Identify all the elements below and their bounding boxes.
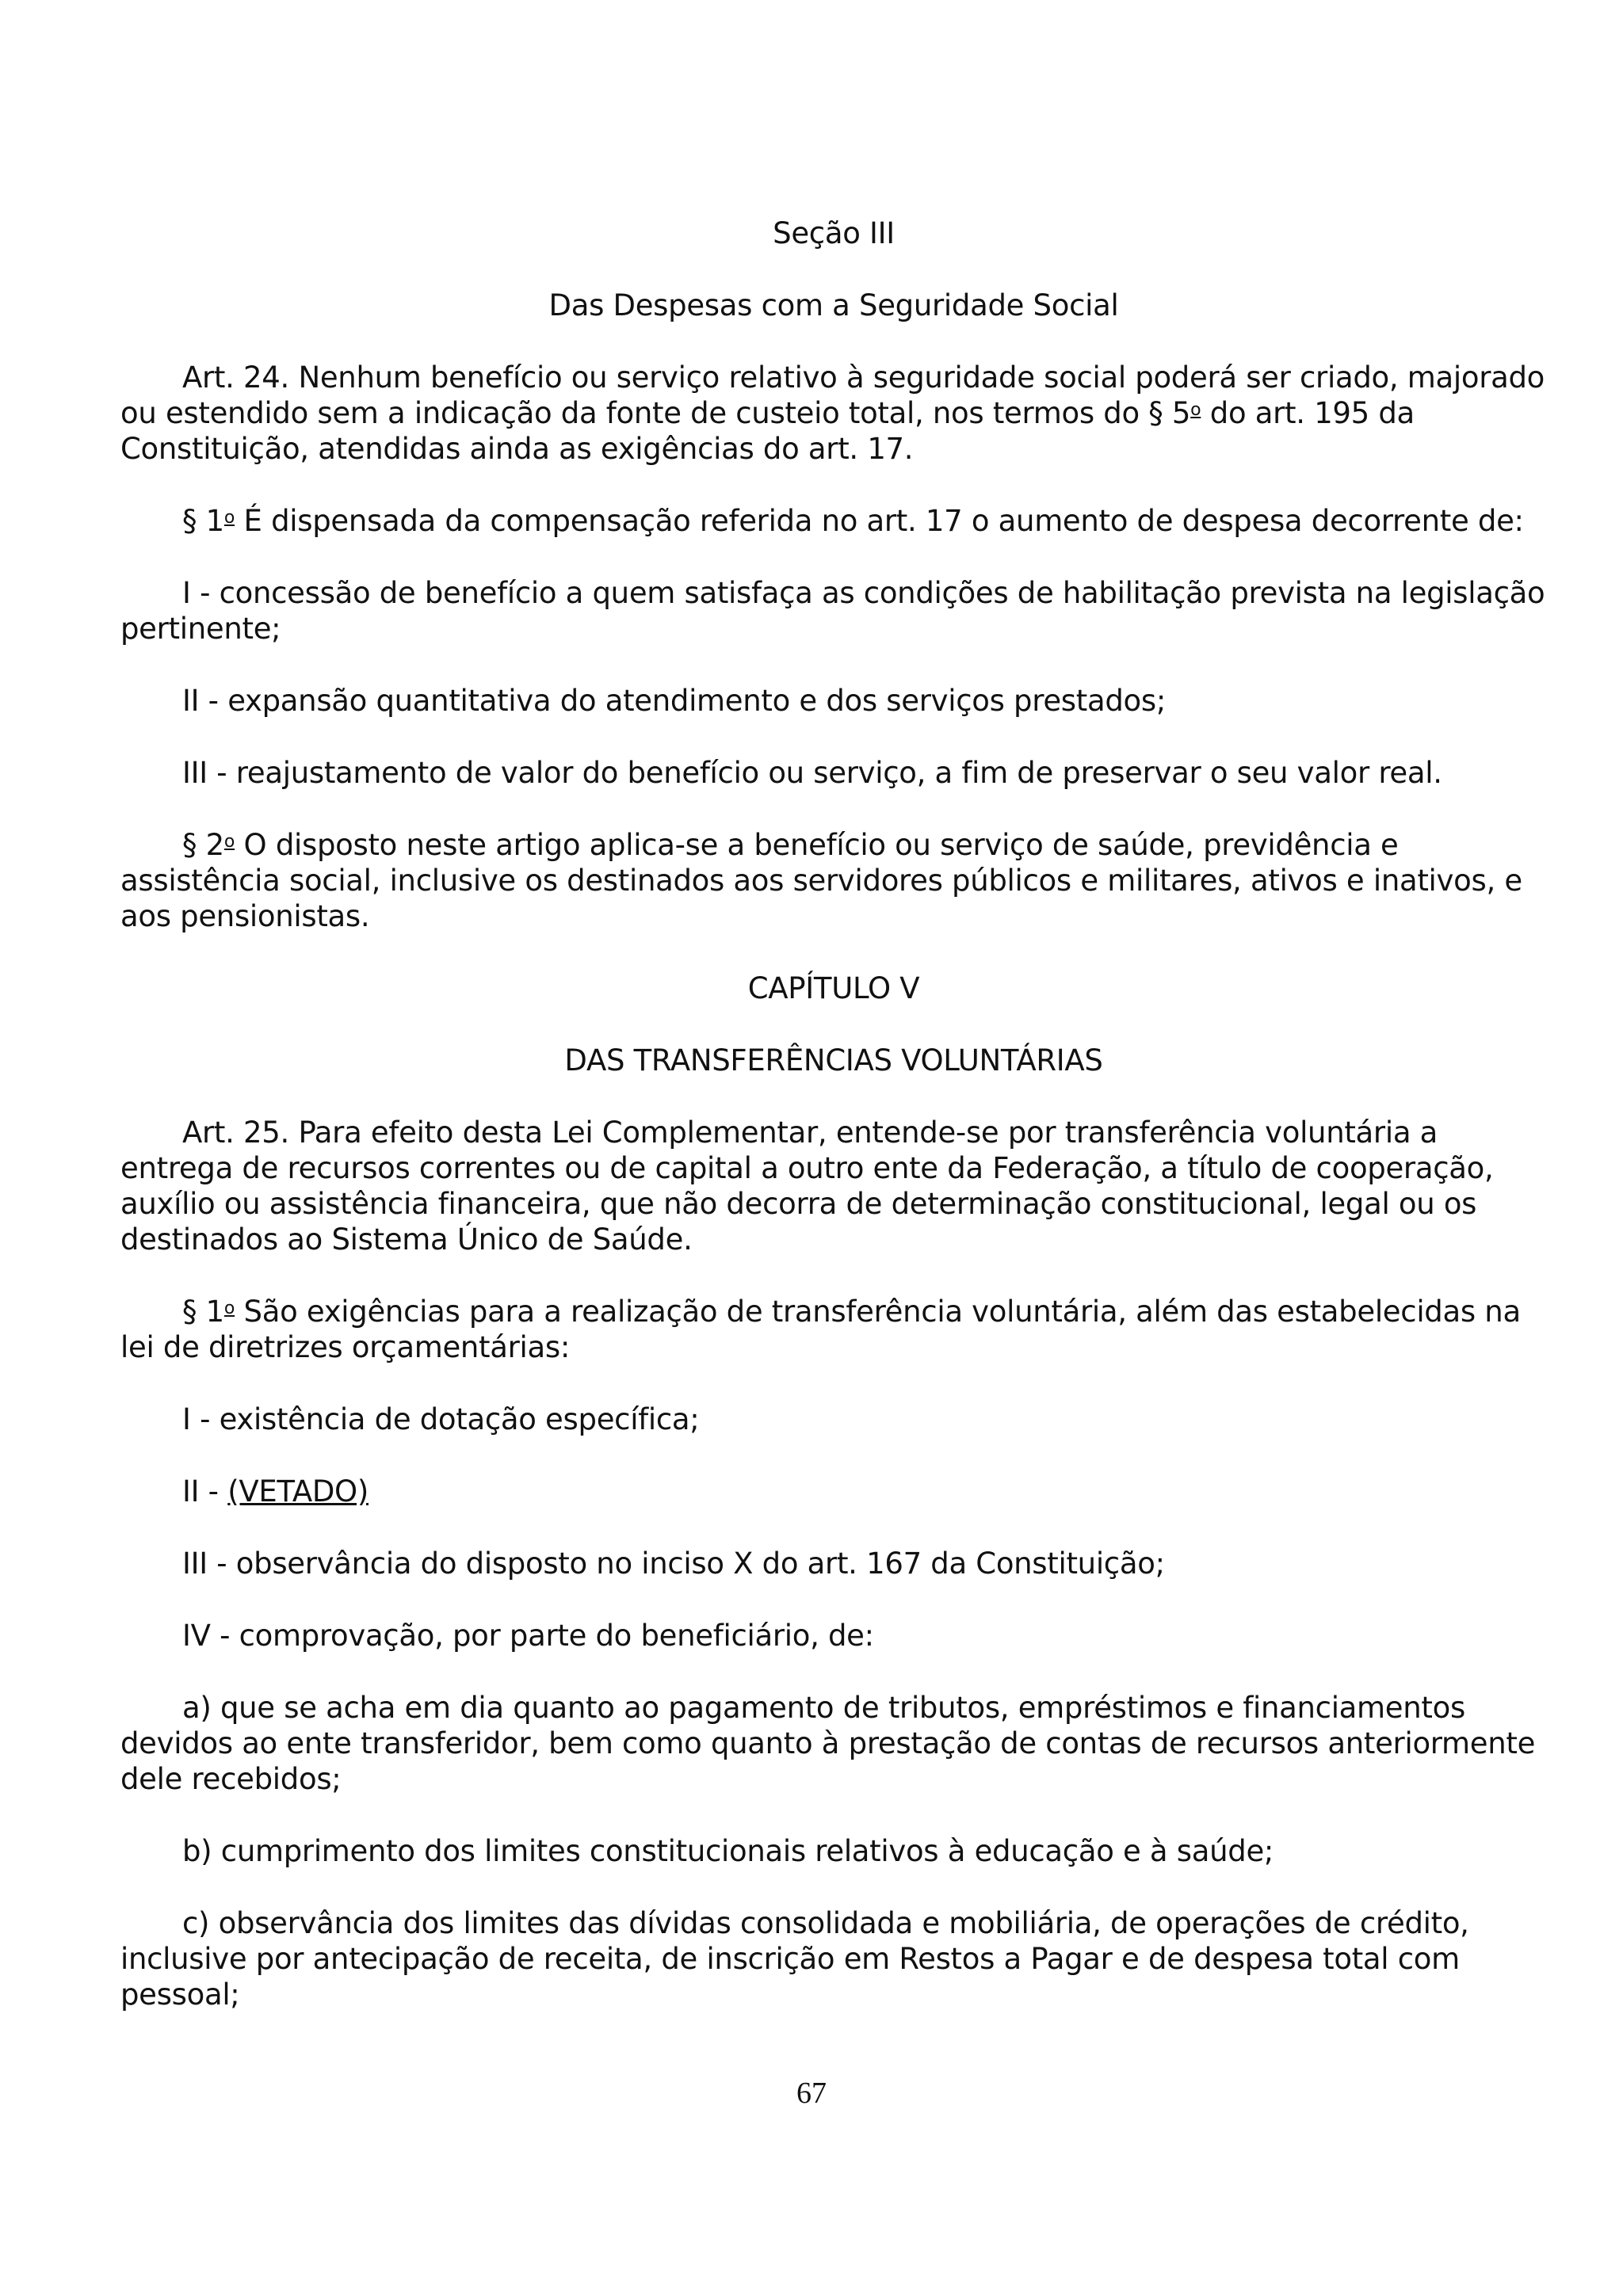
chapter-title: DAS TRANSFERÊNCIAS VOLUNTÁRIAS bbox=[564, 1043, 1103, 1077]
section-title: Das Despesas com a Seguridade Social bbox=[548, 288, 1119, 322]
paragraph-symbol: § 2 bbox=[182, 828, 224, 862]
art24-p2-text: O disposto neste artigo aplica-se a benefício ou serviço de saúde, previdência e assistência social, inclusive os destinados aos servidores públicos e militares, ativos e inativos, e aos pensionistas. bbox=[120, 828, 1522, 933]
art24-paragraph-2 bbox=[120, 827, 1547, 934]
ordinal-mark: o bbox=[1190, 400, 1201, 420]
art25-caput: Art. 25. Para efeito desta Lei Complementar, entende-se por transferência voluntária a entrega de recursos correntes ou de capital a outro ente da Federação, a título de cooperação, auxílio ou assistência financeira, que não decorra de determinação constitucional, legal ou os destinados ao Sistema Único de Saúde. bbox=[120, 1116, 1494, 1257]
art24-caput bbox=[120, 360, 1547, 467]
page-number: 67 bbox=[796, 2077, 827, 2110]
art25-paragraph-1 bbox=[120, 1294, 1547, 1365]
art25-p1-text: São exigências para a realização de transferência voluntária, além das estabelecidas na lei de diretrizes orçamentárias: bbox=[120, 1295, 1521, 1364]
art25-alinea-b: b) cumprimento dos limites constitucionais relativos à educação e à saúde; bbox=[182, 1834, 1274, 1868]
art24-text-a: Art. 24. Nenhum benefício ou serviço relativo à seguridade social poderá ser criado, majorado ou estendido sem a indicação da fonte de custeio total, nos termos do § 5 bbox=[120, 360, 1545, 430]
art24-text-b: do art. 195 da Constituição, atendidas ainda as exigências do art. 17. bbox=[120, 396, 1415, 466]
art25-alinea-c: c) observância dos limites das dívidas consolidada e mobiliária, de operações de crédito, inclusive por antecipação de receita, de inscrição em Restos a Pagar e de despesa total com pessoal; bbox=[120, 1906, 1469, 2012]
inciso-prefix: II - bbox=[182, 1474, 228, 1508]
art25-inciso-1: I - existência de dotação específica; bbox=[182, 1402, 700, 1436]
art25-inciso-3: III - observância do disposto no inciso X do art. 167 da Constituição; bbox=[182, 1547, 1165, 1581]
art24-inciso-1: I - concessão de benefício a quem satisfaça as condições de habilitação prevista na legislação pertinente; bbox=[120, 576, 1545, 646]
document-body bbox=[120, 215, 1547, 2012]
art24-paragraph-1 bbox=[120, 503, 1547, 539]
ordinal-mark: o bbox=[223, 1299, 235, 1318]
paragraph-symbol: § 1 bbox=[182, 504, 224, 538]
ordinal-mark: o bbox=[223, 508, 235, 528]
art24-inciso-2: II - expansão quantitativa do atendimento e dos serviços prestados; bbox=[182, 684, 1167, 718]
art24-inciso-3: III - reajustamento de valor do benefício ou serviço, a fim de preservar o seu valor real. bbox=[182, 756, 1442, 790]
art25-inciso-4: IV - comprovação, por parte do beneficiário, de: bbox=[182, 1619, 874, 1653]
section-label: Seção III bbox=[773, 216, 895, 250]
vetado-link[interactable]: (VETADO) bbox=[227, 1474, 369, 1508]
art24-p1-text: É dispensada da compensação referida no art. 17 o aumento de despesa decorrente de: bbox=[235, 504, 1524, 538]
art25-alinea-a: a) que se acha em dia quanto ao pagamento de tributos, empréstimos e financiamentos devidos ao ente transferidor, bem como quanto à prestação de contas de recursos anteriormente dele recebidos; bbox=[120, 1691, 1536, 1796]
chapter-label: CAPÍTULO V bbox=[747, 971, 920, 1005]
paragraph-symbol: § 1 bbox=[182, 1295, 224, 1329]
ordinal-mark: o bbox=[223, 832, 235, 852]
art25-inciso-2 bbox=[120, 1474, 1547, 1509]
